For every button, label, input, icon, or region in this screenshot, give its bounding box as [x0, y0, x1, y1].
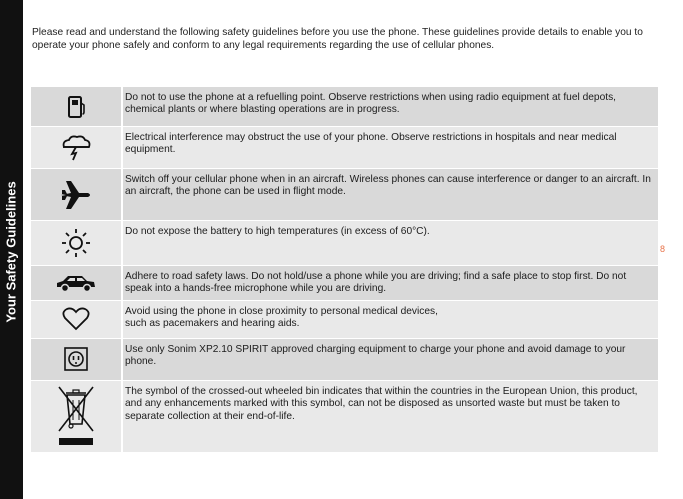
- guideline-text: The symbol of the crossed-out wheeled bin indicates that within the countries in the European Union, this product, and any enhancements marked with this symbol, can not be disposed as unsorted waste but must be taken to separate collection at their end-of-life.: [122, 380, 658, 452]
- side-tab-label: Your Safety Guidelines: [3, 181, 19, 323]
- intro-paragraph: Please read and understand the following safety guidelines before you use the phone. These guidelines provide details to enable you to operate your phone safely and conform to any legal requirements regarding the use of cellular phones.: [32, 27, 643, 51]
- page-number: 8: [660, 244, 666, 254]
- safety-guidelines-table: [31, 86, 658, 453]
- guideline-text: Do not to use the phone at a refuelling point. Observe restrictions when using radio equipment at fuel depots, chemical plants or where blasting operations are in progress.: [122, 87, 658, 127]
- table-row: [31, 87, 658, 127]
- table-row: [31, 221, 658, 266]
- sun-heat-icon: [31, 221, 122, 266]
- power-outlet-icon: [31, 338, 122, 380]
- table-row: [31, 127, 658, 169]
- crossed-out-bin-icon: [31, 380, 122, 452]
- guideline-text: Do not expose the battery to high temperatures (in excess of 60°C).: [122, 221, 658, 266]
- side-tab: [0, 0, 23, 499]
- fuel-pump-icon: [31, 87, 122, 127]
- table-row: [31, 380, 658, 452]
- guideline-text: Electrical interference may obstruct the use of your phone. Observe restrictions in hospitals and near medical equipment.: [122, 127, 658, 169]
- table-row: [31, 169, 658, 221]
- table-row: [31, 338, 658, 380]
- guideline-text: Adhere to road safety laws. Do not hold/use a phone while you are driving; find a safe place to stop first. Do not speak into a hands-free microphone while you are driving.: [122, 266, 658, 301]
- car-icon: [31, 266, 122, 301]
- heart-icon: [31, 300, 122, 338]
- table-row: [31, 300, 658, 338]
- lightning-cloud-icon: [31, 127, 122, 169]
- guideline-text: Switch off your cellular phone when in an aircraft. Wireless phones can cause interference or danger to an aircraft. In an aircraft, the phone can be used in flight mode.: [122, 169, 658, 221]
- table-row: [31, 266, 658, 301]
- guideline-text: Use only Sonim XP2.10 SPIRIT approved charging equipment to charge your phone and avoid damage to your phone.: [122, 338, 658, 380]
- airplane-icon: [31, 169, 122, 221]
- guideline-text: Avoid using the phone in close proximity to personal medical devices, such as pacemakers and hearing aids.: [122, 300, 658, 338]
